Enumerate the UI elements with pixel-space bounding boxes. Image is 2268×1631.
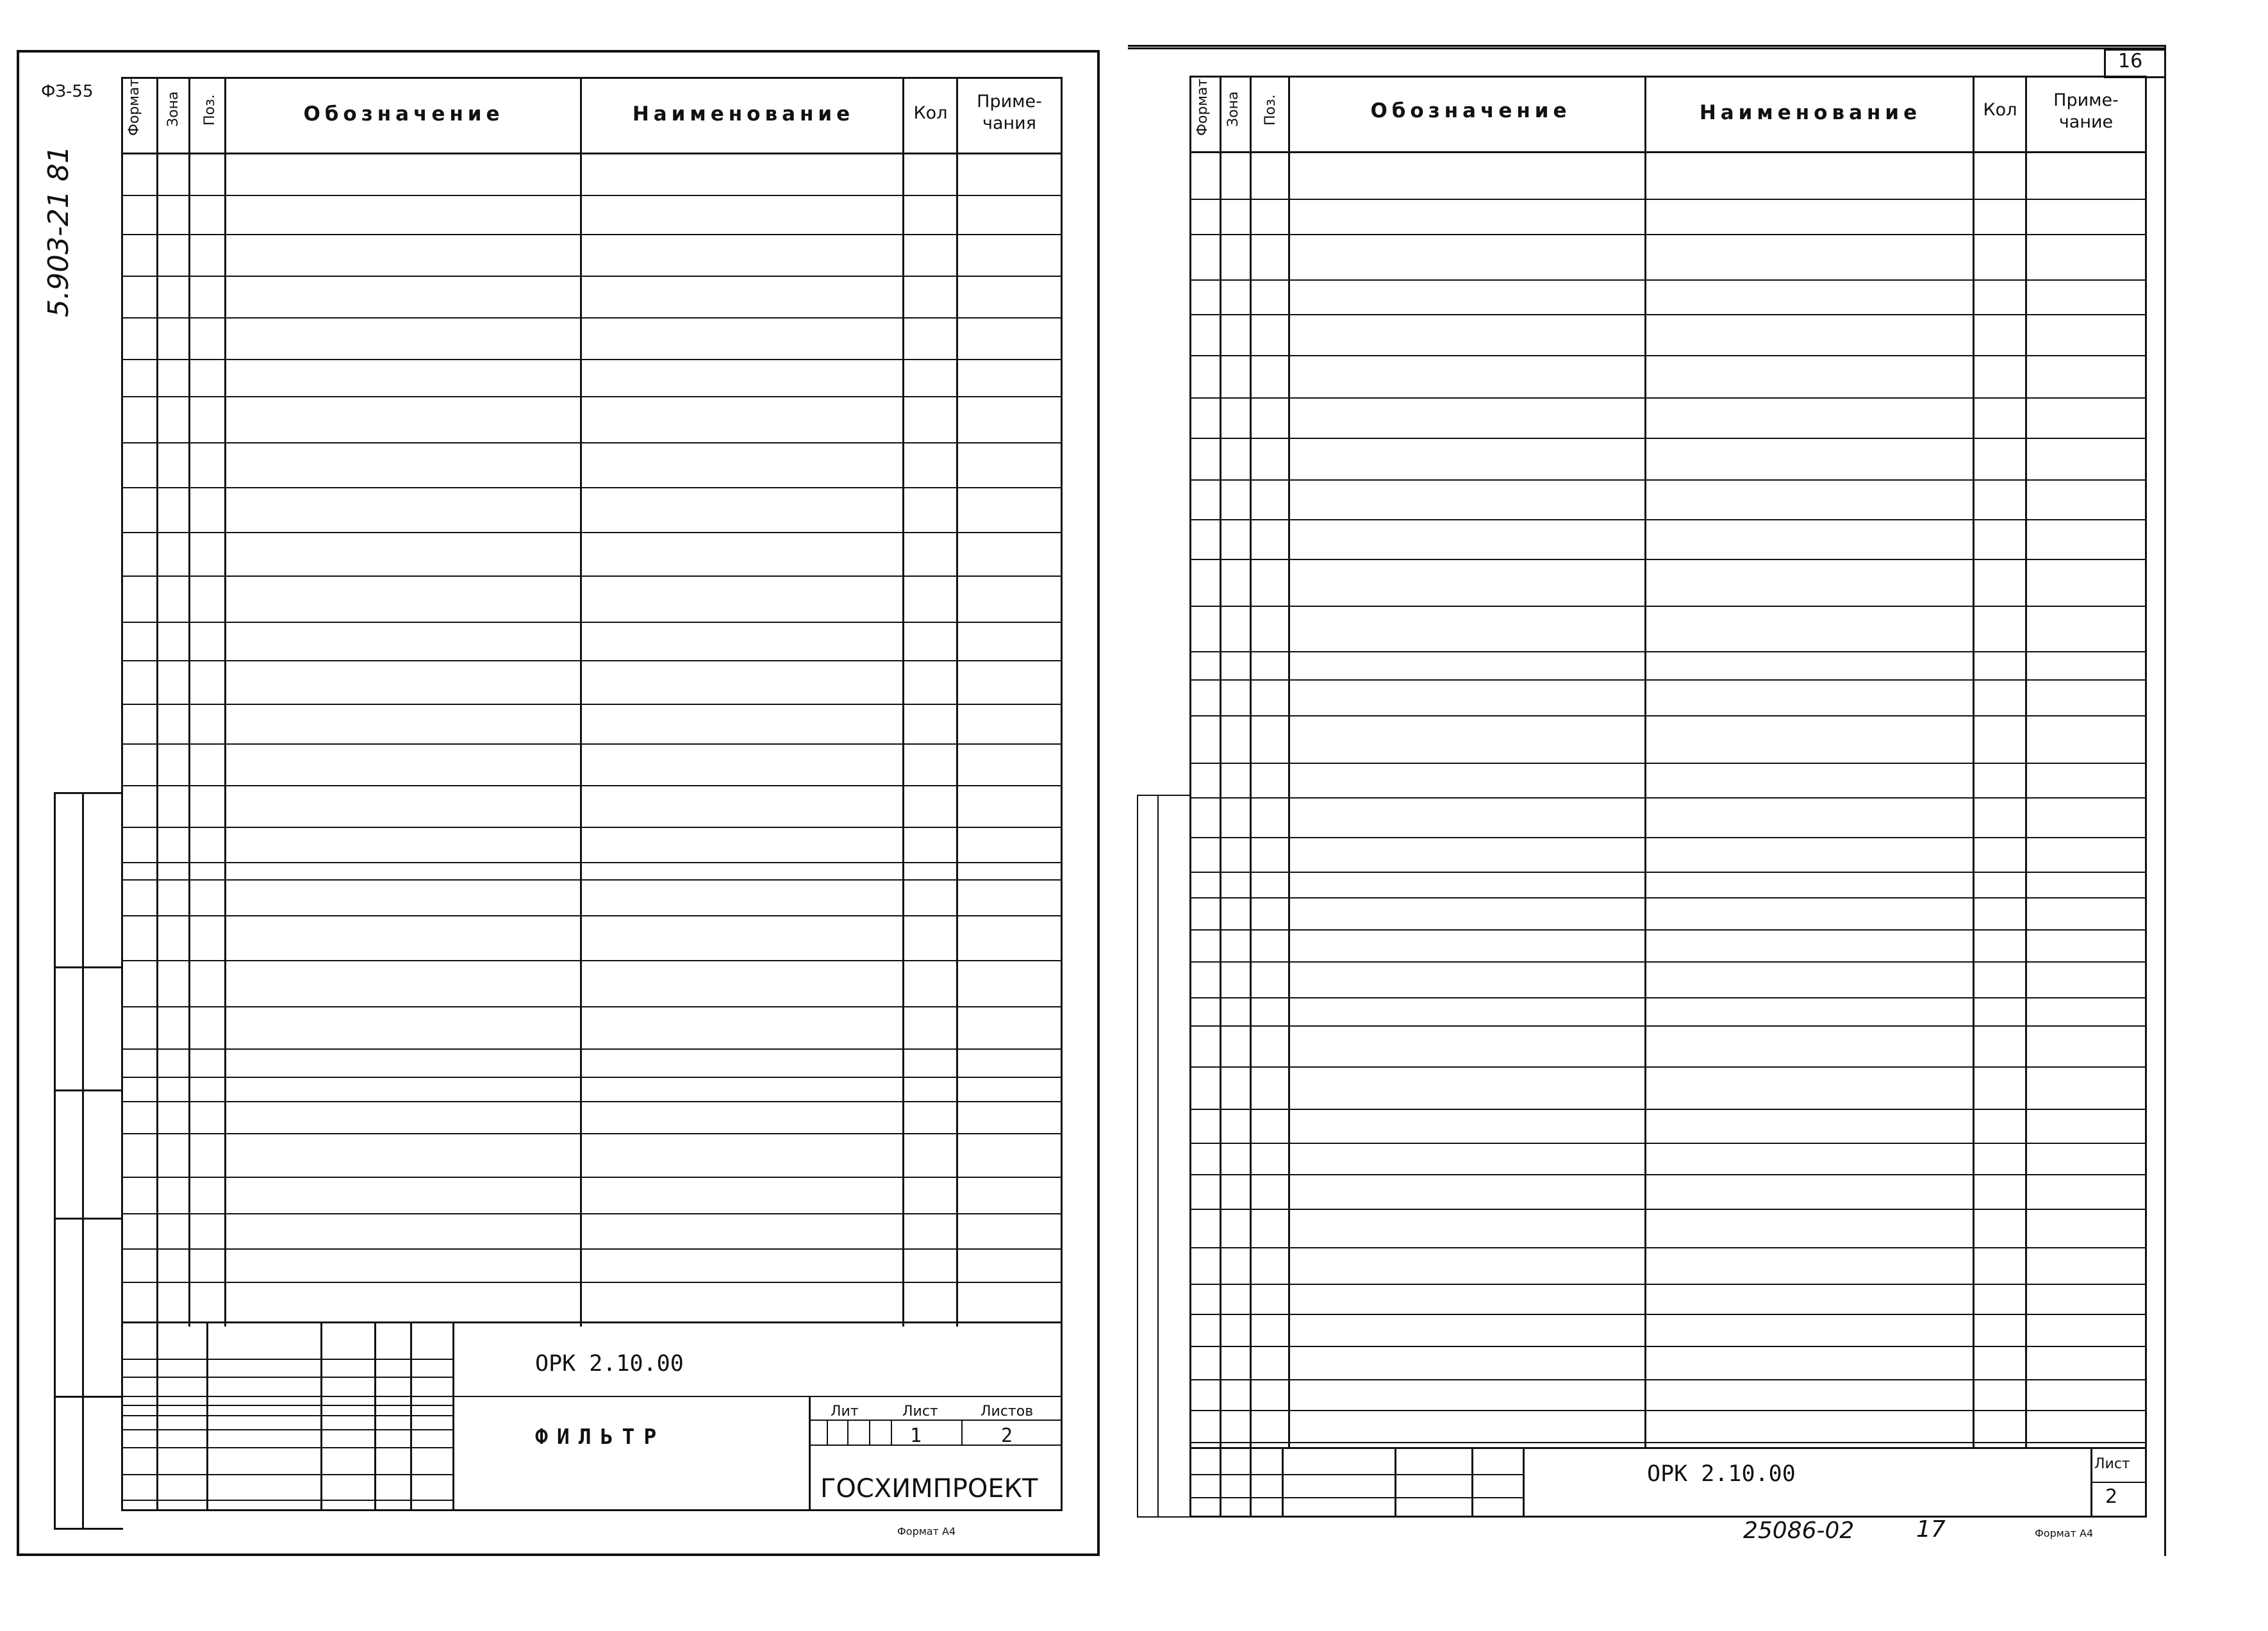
side-row [54, 792, 123, 794]
grid-col [2025, 76, 2027, 1447]
header-line [1189, 151, 2147, 153]
header-line [121, 153, 1063, 154]
page-number: 16 [2118, 50, 2143, 72]
grid-row [1189, 1284, 2147, 1285]
grid-row [1189, 897, 2147, 898]
tb-top [1189, 1447, 2147, 1449]
grid-row [121, 622, 1063, 623]
grid-col [956, 77, 958, 1327]
grid-row [121, 1048, 1063, 1050]
tb-top [121, 1321, 1063, 1323]
side-row [54, 1218, 123, 1220]
grid-row [1189, 929, 2147, 931]
grid-row [1189, 1209, 2147, 1210]
tb-lit-col [891, 1420, 892, 1445]
header-zone-r: Зона [1225, 91, 1241, 127]
tb-col [1282, 1447, 1284, 1518]
grid-row [121, 396, 1063, 397]
header-note-r: Приме- чание [2053, 90, 2119, 132]
grid-col [1644, 76, 1646, 1447]
tb-row [121, 1377, 454, 1378]
header-pos-r: Поз. [1262, 94, 1279, 126]
tb-col [1523, 1447, 1525, 1518]
header-name-r: Наименование [1699, 101, 1922, 124]
product-name: ФИЛЬТР [535, 1424, 666, 1449]
grid-row [1189, 837, 2147, 838]
tb-row [121, 1415, 454, 1416]
grid-row [121, 743, 1063, 745]
tb-lit2 [809, 1445, 1063, 1446]
grid-row [1189, 679, 2147, 681]
grid-row [121, 660, 1063, 661]
grid-row [121, 195, 1063, 196]
grid-row [1189, 355, 2147, 356]
grid-row [121, 234, 1063, 235]
tb-col [374, 1321, 376, 1511]
grid-row [1189, 1247, 2147, 1248]
lit-label: Лит [831, 1403, 859, 1420]
grid-row [121, 317, 1063, 319]
tb-row [121, 1405, 454, 1406]
grid-row [1189, 1025, 2147, 1027]
header-name: Наименование [632, 103, 855, 126]
grid-row [121, 862, 1063, 863]
grid-row [121, 359, 1063, 360]
grid-row [121, 442, 1063, 443]
grid-col [224, 77, 226, 1327]
grid-row [121, 915, 1063, 916]
grid-row [1189, 872, 2147, 873]
grid-row [121, 1282, 1063, 1283]
grid-col [1220, 76, 1221, 1447]
tb-row [121, 1447, 454, 1448]
grid-row [1189, 651, 2147, 652]
header-format: Формат [126, 78, 142, 136]
grid-row [1189, 1109, 2147, 1110]
tb-row [121, 1500, 454, 1501]
grid-row [1189, 519, 2147, 520]
tb-row [121, 1474, 454, 1475]
tb-col [452, 1321, 454, 1511]
left-spec-table [121, 77, 1063, 1511]
tb-lit-col [869, 1420, 870, 1445]
grid-row [1189, 559, 2147, 560]
format-label-right: Формат А4 [2035, 1527, 2094, 1539]
grid-row [1189, 715, 2147, 716]
grid-row [1189, 234, 2147, 235]
right-spec-table [1189, 76, 2147, 1518]
grid-row [121, 1077, 1063, 1078]
sheets-number: 2 [1001, 1425, 1013, 1447]
header-format-r: Формат [1195, 78, 1211, 136]
tb-lit-col [847, 1420, 848, 1445]
tb-col [1220, 1447, 1221, 1518]
side-row [1137, 1516, 1189, 1518]
tb-lit-col [961, 1420, 963, 1445]
grid-row [121, 1213, 1063, 1214]
header-qty-r: Кол [1983, 100, 2017, 120]
tb-col [320, 1321, 322, 1511]
grid-row [1189, 997, 2147, 998]
grid-row [121, 276, 1063, 277]
grid-row [1189, 961, 2147, 963]
sheet-number-right: 2 [2105, 1486, 2118, 1508]
grid-col [1288, 76, 1290, 1447]
tb-col [206, 1321, 208, 1511]
grid-row [1189, 1442, 2147, 1443]
grid-row [1189, 1143, 2147, 1144]
grid-row [121, 879, 1063, 881]
side-col [82, 792, 84, 1528]
tb-col [1471, 1447, 1473, 1518]
side-row [54, 966, 123, 968]
archive-stamp: 25086-02 [1743, 1518, 1855, 1544]
grid-row [121, 704, 1063, 705]
grid-row [1189, 279, 2147, 281]
grid-row [121, 1248, 1063, 1250]
grid-row [121, 1006, 1063, 1007]
header-note: Приме- чания [977, 92, 1042, 133]
grid-row [1189, 199, 2147, 200]
grid-row [121, 532, 1063, 533]
tb-row [121, 1359, 454, 1360]
grid-col [188, 77, 190, 1327]
grid-row [1189, 763, 2147, 764]
grid-row [1189, 314, 2147, 315]
tb-sheet-row [2090, 1482, 2147, 1483]
side-col [54, 792, 56, 1528]
header-designation-r: Обозначение [1370, 99, 1571, 122]
grid-row [121, 1133, 1063, 1134]
right-doc-designation: ОРК 2.10.00 [1647, 1461, 1796, 1487]
grid-row [121, 1101, 1063, 1102]
side-col [1137, 795, 1138, 1518]
grid-row [1189, 438, 2147, 439]
grid-col [156, 77, 158, 1327]
tb-mid [452, 1396, 1063, 1397]
grid-row [121, 575, 1063, 577]
tb-row [121, 1396, 454, 1397]
sheet-label-right: Лист [2094, 1456, 2130, 1472]
tb-col [1395, 1447, 1396, 1518]
grid-row [121, 487, 1063, 488]
tb-div [809, 1396, 811, 1511]
header-designation: Обозначение [303, 103, 504, 126]
format-label-left: Формат А4 [897, 1525, 956, 1537]
sheets-label: Листов [981, 1403, 1034, 1420]
tb-lit-col [827, 1420, 828, 1445]
grid-row [1189, 1174, 2147, 1175]
header-pos: Поз. [202, 94, 218, 126]
grid-row [1189, 397, 2147, 399]
tb-col [1250, 1447, 1252, 1518]
grid-row [1189, 1314, 2147, 1315]
organization: ГОСХИМПРОЕКТ [820, 1474, 1038, 1503]
grid-row [1189, 1379, 2147, 1380]
grid-row [1189, 1410, 2147, 1411]
side-col [1157, 795, 1159, 1518]
archive-stamp-page: 17 [1916, 1516, 1946, 1543]
margin-code: ФЗ-55 [41, 82, 94, 101]
right-sheet-top-line [1128, 47, 2166, 49]
header-qty: Кол [913, 103, 948, 123]
grid-row [121, 827, 1063, 828]
sheet-number-left: 1 [910, 1425, 922, 1447]
album-number: 5.903-21 81 [42, 145, 75, 317]
tb-col [156, 1321, 158, 1511]
tb-row [121, 1429, 454, 1430]
side-row [54, 1396, 123, 1398]
side-row [54, 1528, 123, 1530]
grid-row [1189, 479, 2147, 481]
sheet-label-left: Лист [902, 1403, 938, 1420]
grid-row [1189, 797, 2147, 799]
header-zone: Зона [165, 91, 181, 127]
grid-col [1250, 76, 1252, 1447]
grid-row [1189, 606, 2147, 607]
side-row [1137, 795, 1189, 796]
tb-col [410, 1321, 412, 1511]
grid-col [902, 77, 904, 1327]
grid-row [121, 960, 1063, 961]
grid-row [121, 785, 1063, 786]
grid-row [121, 1177, 1063, 1178]
grid-row [1189, 1066, 2147, 1068]
side-row [54, 1089, 123, 1091]
grid-col [1973, 76, 1974, 1447]
grid-row [1189, 1346, 2147, 1347]
grid-col [580, 77, 582, 1327]
left-doc-designation: ОРК 2.10.00 [535, 1351, 684, 1377]
